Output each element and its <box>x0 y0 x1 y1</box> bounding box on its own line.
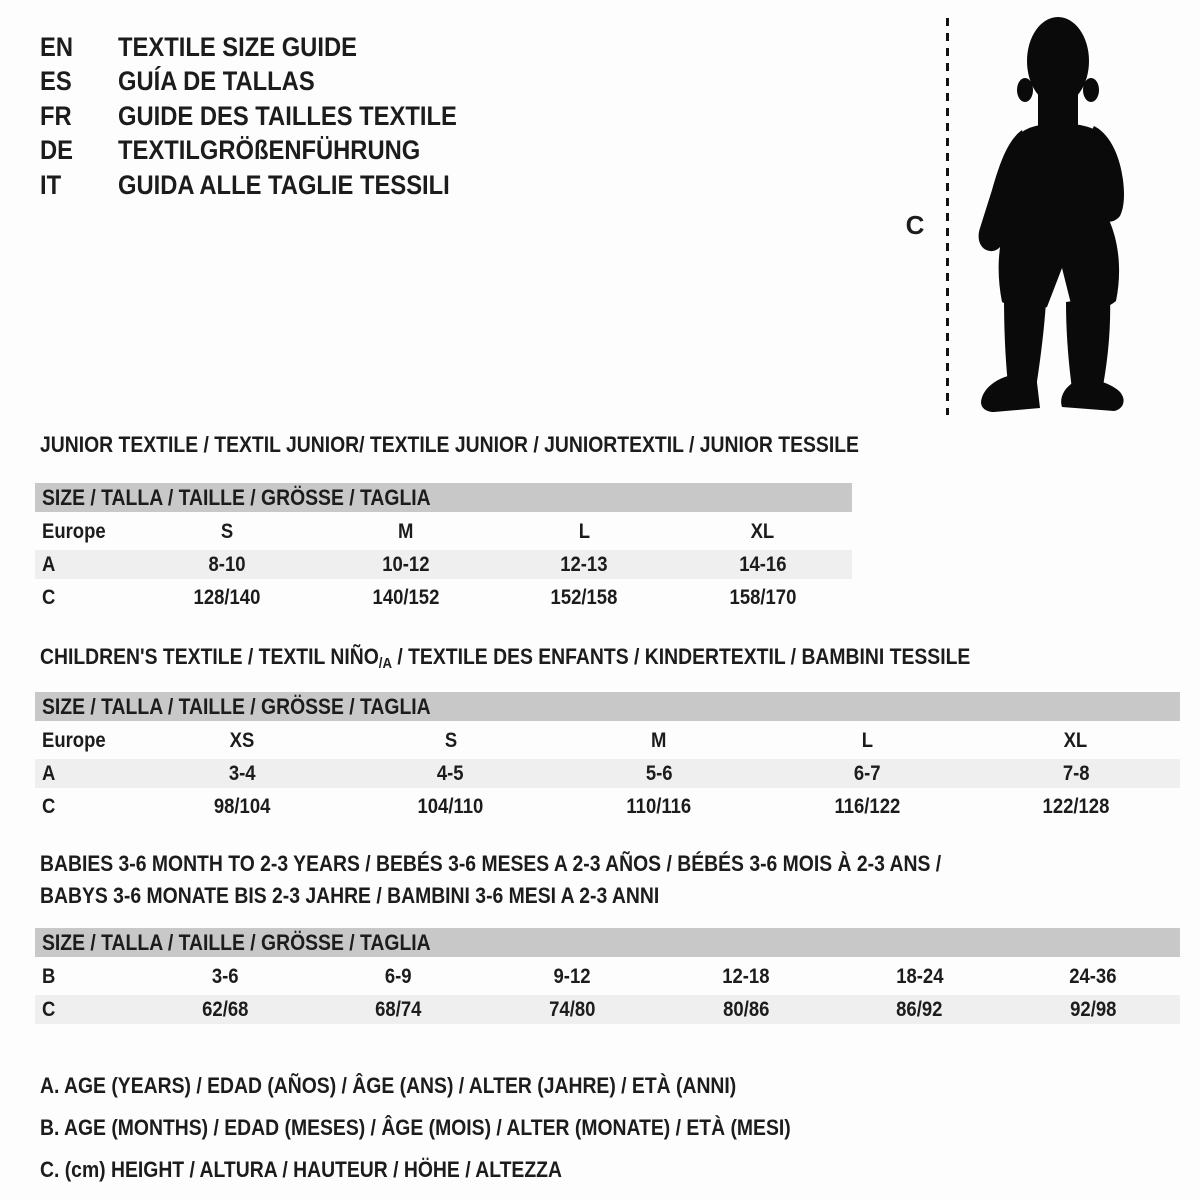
size-cell: S <box>221 519 234 543</box>
language-code: ES <box>40 66 72 97</box>
size-header-text: SIZE / TALLA / TAILLE / GRÖSSE / TAGLIA <box>42 693 431 719</box>
language-title: GUIDE DES TAILLES TEXTILE <box>118 100 457 131</box>
height-cell: 74/80 <box>549 997 596 1021</box>
size-cell: L <box>578 519 590 543</box>
age-cell: 12-18 <box>722 964 770 988</box>
legend-line-a: A. AGE (YEARS) / EDAD (AÑOS) / ÂGE (ANS) / ALTER (JAHRE) / ETÀ (ANNI) <box>40 1073 737 1098</box>
age-cell: 7-8 <box>1062 761 1090 785</box>
size-header-bar <box>35 483 852 512</box>
section-title-babies <box>40 848 1064 912</box>
height-cell: 98/104 <box>213 794 271 818</box>
size-cell: XL <box>750 519 775 543</box>
table-row-height <box>35 790 1180 823</box>
age-cell: 4-5 <box>437 761 464 785</box>
language-code: FR <box>40 100 72 131</box>
silhouette-ear-left <box>1017 78 1033 102</box>
silhouette-foot-left <box>981 374 1040 412</box>
height-cell: 110/116 <box>626 794 692 818</box>
height-cell: 116/122 <box>834 794 901 818</box>
size-cell: XL <box>1064 728 1088 752</box>
table-row-age-months <box>35 960 1180 993</box>
age-cell: 18-24 <box>895 964 944 988</box>
toddler-silhouette <box>962 14 1140 420</box>
height-cell: 68/74 <box>375 997 422 1021</box>
silhouette-ear-right <box>1083 78 1099 102</box>
table-row-height <box>35 581 852 614</box>
size-header-text: SIZE / TALLA / TAILLE / GRÖSSE / TAGLIA <box>42 484 431 510</box>
title-subscript: /A <box>378 655 392 672</box>
table-row-height <box>35 993 1180 1026</box>
language-title: TEXTILE SIZE GUIDE <box>118 31 357 62</box>
age-cell: 12-13 <box>560 552 608 576</box>
table-children <box>35 692 1180 823</box>
size-cell: M <box>651 728 667 752</box>
language-title: GUIDA ALLE TAGLIE TESSILI <box>118 169 450 200</box>
babies-title-line2: BABYS 3-6 MONATE BIS 2-3 JAHRE / BAMBINI 3-6 MESI A 2-3 ANNI <box>40 883 660 908</box>
table-babies <box>35 928 1180 1026</box>
height-cell: 140/152 <box>372 585 440 609</box>
language-row-fr <box>40 99 503 134</box>
size-cell: L <box>861 728 874 752</box>
table-junior <box>35 483 852 614</box>
silhouette-leg-right <box>1066 296 1110 389</box>
language-code: DE <box>40 135 74 166</box>
size-cell: M <box>398 519 414 543</box>
language-row-it <box>40 168 503 203</box>
babies-title-line1: BABIES 3-6 MONTH TO 2-3 YEARS / BEBÉS 3-6 MESES A 2-3 AÑOS / BÉBÉS 3-6 MOIS À 2-3 ANS / <box>40 851 942 876</box>
size-header-bar <box>35 928 1180 957</box>
age-cell: 10-12 <box>382 552 430 576</box>
title-pre: CHILDREN'S TEXTILE / TEXTIL NIÑO <box>40 644 379 669</box>
table-row-europe <box>35 515 852 548</box>
language-row-de <box>40 134 503 169</box>
row-label: C <box>42 794 56 818</box>
silhouette-shorts <box>999 220 1119 310</box>
height-cell: 122/128 <box>1042 794 1110 818</box>
age-cell: 8-10 <box>208 552 246 576</box>
row-label: A <box>42 552 56 576</box>
legend-line-b: B. AGE (MONTHS) / EDAD (MESES) / ÂGE (MOIS) / ALTER (MONATE) / ETÀ (MESI) <box>40 1115 791 1140</box>
silhouette-foot-right <box>1061 379 1123 411</box>
height-measure-label: C <box>905 210 925 240</box>
silhouette-hand-right <box>1092 190 1114 216</box>
legend-line-c: C. (cm) HEIGHT / ALTURA / HAUTEUR / HÖHE / ALTEZZA <box>40 1157 562 1182</box>
height-cell: 92/98 <box>1070 997 1117 1021</box>
age-cell: 24-36 <box>1069 964 1117 988</box>
table-row-europe <box>35 724 1180 757</box>
section-title-children-text <box>40 644 970 672</box>
age-cell: 3-4 <box>228 761 256 785</box>
age-cell: 6-7 <box>854 761 881 785</box>
table-row-age <box>35 548 852 581</box>
language-row-en <box>40 30 503 65</box>
height-cell: 104/110 <box>417 794 484 818</box>
row-label: Europe <box>42 519 106 543</box>
silhouette-leg-left <box>1004 296 1046 388</box>
size-cell: XS <box>229 728 255 752</box>
section-title-children <box>40 644 1097 672</box>
height-cell: 80/86 <box>722 997 769 1021</box>
size-header-bar <box>35 692 1180 721</box>
section-title-junior <box>40 432 971 458</box>
language-header <box>40 30 503 203</box>
age-cell: 6-9 <box>385 964 412 988</box>
silhouette-head <box>1027 17 1089 105</box>
language-title: GUÍA DE TALLAS <box>118 66 315 97</box>
language-code: EN <box>40 31 74 62</box>
height-cell: 152/158 <box>550 585 618 609</box>
size-header-text: SIZE / TALLA / TAILLE / GRÖSSE / TAGLIA <box>42 929 431 955</box>
height-cell: 158/170 <box>729 585 797 609</box>
age-cell: 9-12 <box>553 964 591 988</box>
language-code: IT <box>40 169 62 200</box>
section-title-junior-text: JUNIOR TEXTILE / TEXTIL JUNIOR/ TEXTILE JUNIOR / JUNIORTEXTIL / JUNIOR TESSILE <box>40 432 859 457</box>
height-cell: 86/92 <box>896 997 943 1021</box>
row-label: Europe <box>42 728 106 752</box>
silhouette-neck <box>1038 94 1078 128</box>
row-label: B <box>42 964 56 988</box>
row-label: C <box>42 585 56 609</box>
title-post: / TEXTILE DES ENFANTS / KINDERTEXTIL / BAMBINI TESSILE <box>391 644 971 669</box>
age-cell: 3-6 <box>211 964 239 988</box>
language-title: TEXTILGRÖßENFÜHRUNG <box>118 135 421 166</box>
row-label: A <box>42 761 56 785</box>
age-cell: 14-16 <box>739 552 787 576</box>
legend <box>40 1065 893 1191</box>
row-label: C <box>42 997 56 1021</box>
table-row-age <box>35 757 1180 790</box>
height-cell: 128/140 <box>193 585 261 609</box>
size-cell: S <box>444 728 457 752</box>
height-dashed-line <box>946 18 949 415</box>
height-cell: 62/68 <box>201 997 248 1021</box>
language-row-es <box>40 65 503 100</box>
age-cell: 5-6 <box>645 761 673 785</box>
